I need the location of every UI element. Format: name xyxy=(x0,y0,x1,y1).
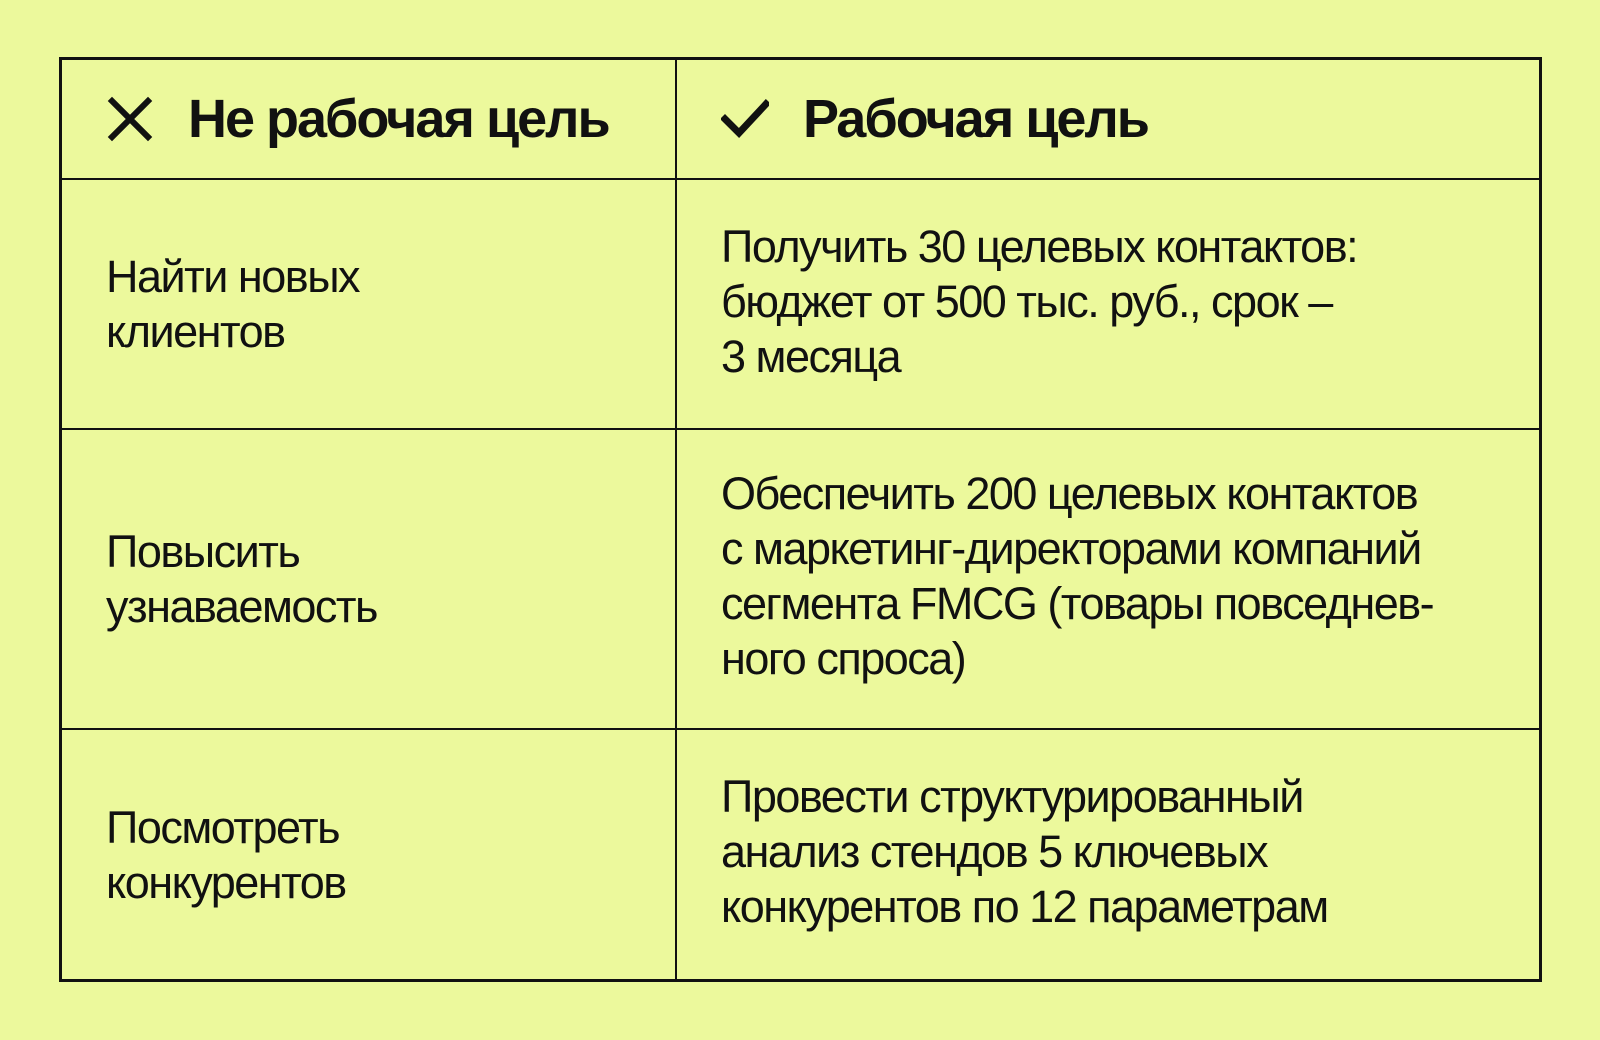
bad-goal-text: Повысить узнаваемость xyxy=(106,526,377,632)
table-row-2-bad xyxy=(62,430,677,730)
header-good-goal xyxy=(677,60,1539,180)
check-icon xyxy=(721,95,769,143)
good-goal-text: Получить 30 целевых контактов: бюджет от 500 тыс. руб., срок – 3 месяца xyxy=(721,220,1358,382)
good-goal-text: Провести структурированный анализ стендов 5 ключевых конкурентов по 12 параметрам xyxy=(721,771,1328,932)
cross-icon xyxy=(106,95,154,143)
header-bad-goal-label: Не рабочая цель xyxy=(188,89,609,149)
bad-goal-text: Найти новых клиентов xyxy=(106,251,360,357)
header-good-goal-label: Рабочая цель xyxy=(803,89,1148,149)
bad-goal-text: Посмотреть конкурентов xyxy=(106,801,346,908)
table-row-3-good xyxy=(677,730,1539,979)
table-row-1-bad xyxy=(62,180,677,430)
goals-comparison-table xyxy=(59,57,1542,982)
table-row-1-good xyxy=(677,180,1539,430)
table-row-2-good xyxy=(677,430,1539,730)
table-row-3-bad xyxy=(62,730,677,979)
good-goal-text: Обеспечить 200 целевых контактов с маркетинг-директорами компаний сегмента FMCG (товары повседнев- ного спроса) xyxy=(721,468,1434,684)
header-bad-goal xyxy=(62,60,677,180)
